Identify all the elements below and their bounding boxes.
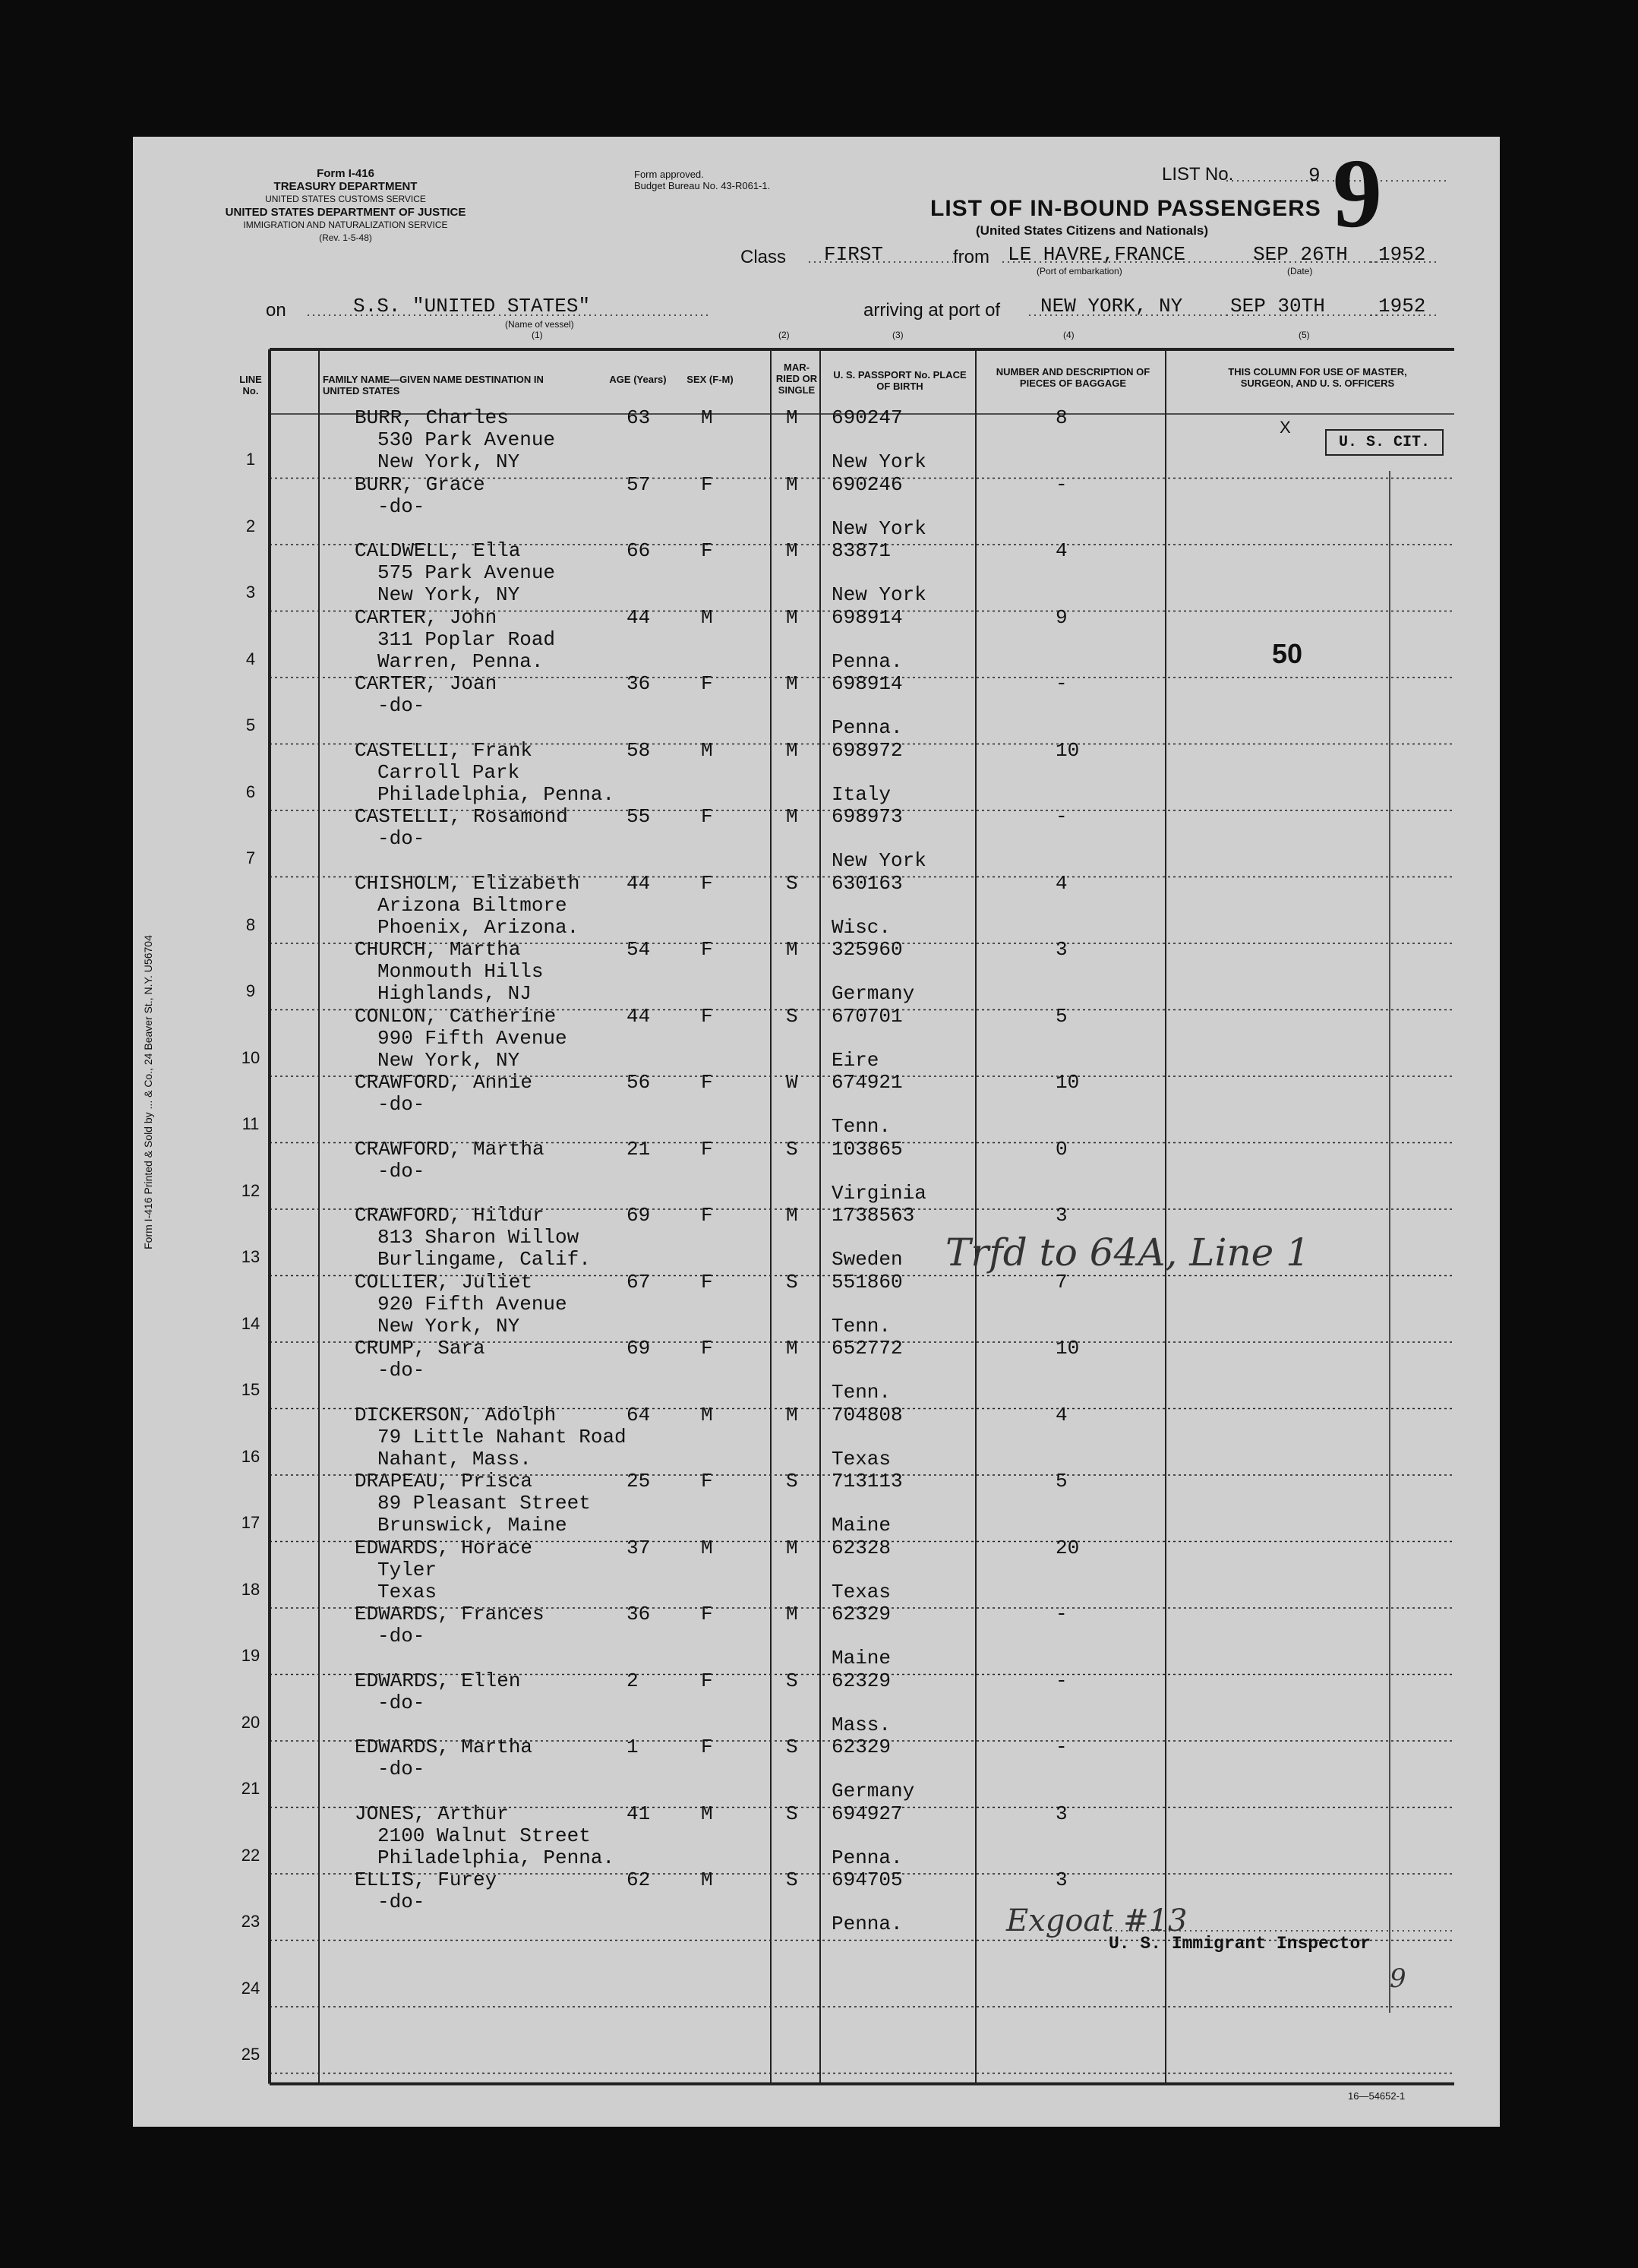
arrival-date: SEP 30TH [1230, 295, 1325, 317]
line-number: 18 [241, 1579, 260, 1599]
marital-status: M [786, 1603, 798, 1625]
passport-number: 698914 [832, 605, 903, 629]
baggage-count: 0 [1056, 1137, 1068, 1161]
destination-line: Texas [377, 1580, 437, 1603]
marital-status: M [786, 406, 798, 429]
baggage-count: 3 [1056, 1204, 1068, 1227]
passport-number: 694927 [832, 1802, 903, 1825]
x-mark: X [1280, 418, 1291, 437]
passenger-age: 36 [626, 672, 651, 695]
passenger-sex: M [701, 1403, 713, 1426]
passenger-age: 44 [626, 871, 651, 895]
destination-line: New York, NY [377, 1314, 520, 1338]
place-of-birth: Italy [832, 782, 892, 806]
destination-line: Philadelphia, Penna. [377, 782, 615, 806]
col-header-married: MAR-RIED OR SINGLE [775, 362, 818, 396]
passenger-name: BURR, Grace [355, 472, 485, 496]
destination-line: Nahant, Mass. [377, 1447, 532, 1470]
place-of-birth: Texas [832, 1580, 892, 1603]
destination-line: 813 Sharon Willow [377, 1226, 579, 1249]
on-label: on [266, 300, 286, 321]
passenger-sex: F [701, 1071, 713, 1094]
passenger-name: CRAWFORD, Annie [355, 1071, 533, 1094]
passenger-sex: F [701, 1137, 713, 1161]
passenger-sex: F [701, 539, 713, 562]
destination-line: 79 Little Nahant Road [377, 1425, 626, 1448]
destination-line: Arizona Biltmore [377, 893, 567, 917]
passenger-age: 44 [626, 1004, 651, 1028]
passenger-sex: F [701, 1004, 713, 1028]
passenger-sex: M [701, 1802, 713, 1825]
passenger-age: 69 [626, 1337, 651, 1360]
passenger-age: 41 [626, 1802, 651, 1825]
place-of-birth: Penna. [832, 716, 903, 739]
page-note: 9 [1390, 1963, 1406, 1994]
passport-number: 83871 [832, 539, 892, 562]
passenger-sex: F [701, 1337, 713, 1360]
place-of-birth: Germany [832, 1780, 915, 1802]
line-number: 6 [245, 782, 256, 801]
marital-status: S [786, 1470, 798, 1493]
col5-ref: (5) [1299, 330, 1310, 340]
passenger-age: 63 [626, 406, 651, 429]
passenger-name: CONLON, Catherine [355, 1004, 557, 1028]
destination-line: -do- [377, 1891, 425, 1913]
destination-line: -do- [377, 1758, 425, 1780]
place-of-birth: Maine [832, 1514, 892, 1537]
passport-number: 630163 [832, 871, 903, 895]
passenger-sex: F [701, 1204, 713, 1227]
agency-block [209, 167, 482, 245]
document-page [133, 137, 1500, 2127]
passenger-age: 54 [626, 938, 651, 961]
line-number: 4 [245, 649, 256, 668]
marital-status: M [786, 1536, 798, 1559]
passenger-name: CHISHOLM, Elizabeth [355, 871, 580, 895]
marital-status: M [786, 938, 798, 961]
passenger-sex: F [701, 1470, 713, 1493]
passport-number: 103865 [832, 1137, 903, 1161]
place-of-birth: Germany [832, 982, 915, 1005]
passport-number: 690247 [832, 406, 903, 429]
destination-line: 920 Fifth Avenue [377, 1292, 567, 1316]
baggage-count: 4 [1056, 1403, 1068, 1426]
passenger-age: 44 [626, 605, 651, 629]
line-number: 25 [241, 2045, 260, 2064]
marital-status: M [786, 1403, 798, 1426]
vessel-caption: (Name of vessel) [505, 319, 574, 330]
passenger-name: EDWARDS, Horace [355, 1536, 533, 1559]
table-grid [133, 137, 1500, 2127]
line-number: 24 [241, 1978, 260, 1998]
passport-number: 698973 [832, 805, 903, 828]
approved-label: Form approved. [634, 169, 704, 180]
destination-line: Burlingame, Calif. [377, 1248, 591, 1271]
destination-line: New York, NY [377, 583, 520, 606]
line-number: 20 [241, 1712, 260, 1732]
line-number: 10 [241, 1047, 260, 1067]
baggage-count: 10 [1056, 1337, 1080, 1360]
revision-label: (Rev. 1-5-48) [319, 232, 372, 243]
line-number: 2 [245, 516, 256, 535]
destination-line: Philadelphia, Penna. [377, 1846, 615, 1869]
col-header-baggage: NUMBER AND DESCRIPTION OF PIECES OF BAGGAGE [996, 366, 1150, 389]
passenger-sex: F [701, 472, 713, 496]
passport-number: 690246 [832, 472, 903, 496]
inspector-signature: Exgoat #13 [1006, 1903, 1188, 1938]
place-of-birth: Wisc. [832, 915, 892, 939]
marital-status: S [786, 1868, 798, 1891]
page-subtitle: (United States Citizens and Nationals) [976, 223, 1209, 238]
place-of-birth: Eire [832, 1048, 879, 1072]
place-of-birth: New York [832, 516, 926, 540]
line-number: 14 [241, 1313, 260, 1333]
budget-label: Budget Bureau No. 43-R061-1. [634, 180, 771, 191]
passenger-name: CALDWELL, Ella [355, 539, 521, 562]
passenger-name: CASTELLI, Frank [355, 738, 533, 762]
passenger-age: 56 [626, 1071, 651, 1094]
destination-line: 311 Poplar Road [377, 627, 556, 651]
destination-line: -do- [377, 827, 425, 850]
passport-number: 670701 [832, 1004, 903, 1028]
line-number: 8 [245, 914, 256, 934]
destination-line: Carroll Park [377, 760, 520, 784]
passenger-age: 36 [626, 1603, 651, 1625]
line-number: 7 [245, 848, 256, 867]
sail-year: 1952 [1378, 243, 1426, 266]
marital-status: M [786, 1337, 798, 1360]
form-number: Form I-416 [317, 167, 374, 180]
passenger-name: DRAPEAU, Prisca [355, 1470, 533, 1493]
side-print [142, 29, 154, 2156]
destination-line: Phoenix, Arizona. [377, 915, 579, 939]
passport-number: 694705 [832, 1868, 903, 1891]
class-label: Class [740, 247, 787, 267]
baggage-count: 10 [1056, 1071, 1080, 1094]
place-of-birth: New York [832, 583, 926, 606]
marital-status: S [786, 871, 798, 895]
line-number: 17 [241, 1513, 260, 1532]
line-number: 23 [241, 1912, 260, 1931]
marital-status: M [786, 738, 798, 762]
passenger-name: ELLIS, Furey [355, 1868, 497, 1891]
transfer-note: Trfd to 64A, Line 1 [945, 1230, 1310, 1275]
passenger-name: CRAWFORD, Martha [355, 1137, 544, 1161]
destination-line: New York, NY [377, 1048, 520, 1072]
col1-ref: (1) [532, 330, 543, 340]
marital-status: M [786, 472, 798, 496]
line-number: 12 [241, 1180, 260, 1200]
place-of-birth: New York [832, 450, 926, 473]
marital-status: M [786, 672, 798, 695]
passenger-name: EDWARDS, Ellen [355, 1669, 521, 1692]
col-header-officers: THIS COLUMN FOR USE OF MASTER, SURGEON, AND U. S. OFFICERS [1228, 366, 1407, 389]
passenger-sex: F [701, 672, 713, 695]
passport-number: 62329 [832, 1736, 892, 1758]
passenger-count: 50 [1272, 638, 1303, 669]
marital-status: M [786, 805, 798, 828]
passport-number: 652772 [832, 1337, 903, 1360]
place-of-birth: Tenn. [832, 1381, 892, 1404]
passenger-age: 58 [626, 738, 651, 762]
passport-number: 674921 [832, 1071, 903, 1094]
passenger-name: CHURCH, Martha [355, 938, 521, 961]
line-number: 22 [241, 1845, 260, 1865]
passenger-age: 25 [626, 1470, 651, 1493]
line-number: 21 [241, 1779, 260, 1798]
place-of-birth: Mass. [832, 1713, 892, 1736]
baggage-count: - [1056, 1669, 1068, 1692]
destination-line: 530 Park Avenue [377, 428, 556, 451]
baggage-count: 3 [1056, 938, 1068, 961]
line-number: 1 [245, 450, 256, 469]
destination-line: Highlands, NJ [377, 982, 532, 1005]
arriving-label: arriving at port of [863, 300, 1001, 321]
passenger-name: CRAWFORD, Hildur [355, 1204, 544, 1227]
line-number: 3 [245, 583, 256, 602]
passenger-sex: F [701, 938, 713, 961]
col4-ref: (4) [1063, 330, 1075, 340]
baggage-count: 20 [1056, 1536, 1080, 1559]
marital-status: M [786, 605, 798, 629]
baggage-count: 8 [1056, 406, 1068, 429]
place-of-birth: New York [832, 849, 926, 872]
passenger-sex: F [701, 1270, 713, 1294]
destination-line: -do- [377, 1625, 425, 1647]
passenger-age: 55 [626, 805, 651, 828]
baggage-count: 10 [1056, 738, 1080, 762]
place-of-birth: Sweden [832, 1248, 903, 1271]
line-number: 15 [241, 1380, 260, 1399]
marital-status: M [786, 1204, 798, 1227]
page-title: LIST OF IN-BOUND PASSENGERS [930, 196, 1321, 221]
passenger-name: DICKERSON, Adolph [355, 1403, 557, 1426]
passenger-sex: F [701, 1669, 713, 1692]
passenger-sex: F [701, 1603, 713, 1625]
passenger-sex: M [701, 605, 713, 629]
marital-status: M [786, 539, 798, 562]
place-of-birth: Penna. [832, 1913, 903, 1935]
baggage-count: - [1056, 1736, 1068, 1758]
passport-number: 713113 [832, 1470, 903, 1493]
baggage-count: 3 [1056, 1868, 1068, 1891]
col-header-passport: U. S. PASSPORT No. PLACE OF BIRTH [833, 369, 967, 392]
line-number: 19 [241, 1646, 260, 1665]
passport-number: 704808 [832, 1403, 903, 1426]
col-header-name: FAMILY NAME—GIVEN NAME DESTINATION IN UNITED STATES [323, 374, 544, 396]
ins-label: IMMIGRATION AND NATURALIZATION SERVICE [243, 220, 448, 230]
passenger-age: 1 [626, 1736, 639, 1758]
passenger-sex: M [701, 738, 713, 762]
destination-line: -do- [377, 494, 425, 518]
col-header-sex: SEX (F-M) [686, 374, 734, 385]
baggage-count: - [1056, 472, 1068, 496]
passenger-sex: F [701, 1736, 713, 1758]
passport-number: 698972 [832, 738, 903, 762]
destination-line: Monmouth Hills [377, 960, 544, 983]
class-value: FIRST [824, 243, 884, 266]
arrival-port: NEW YORK, NY [1040, 295, 1183, 317]
justice-label: UNITED STATES DEPARTMENT OF JUSTICE [225, 206, 466, 219]
passenger-sex: M [701, 406, 713, 429]
vessel-name: S.S. "UNITED STATES" [353, 295, 591, 317]
baggage-count: 5 [1056, 1004, 1068, 1028]
line-number: 16 [241, 1446, 260, 1466]
baggage-count: 7 [1056, 1270, 1068, 1294]
destination-line: Warren, Penna. [377, 649, 544, 673]
passenger-sex: F [701, 871, 713, 895]
passport-number: 62329 [832, 1603, 892, 1625]
passport-number: 698914 [832, 672, 903, 695]
baggage-count: 9 [1056, 605, 1068, 629]
baggage-count: 5 [1056, 1470, 1068, 1493]
footer-code: 16—54652-1 [1348, 2090, 1406, 2102]
col-header-line: LINE No. [239, 374, 262, 396]
passenger-sex: M [701, 1536, 713, 1559]
marital-status: W [786, 1071, 798, 1094]
passenger-age: 67 [626, 1270, 651, 1294]
passenger-name: JONES, Arthur [355, 1802, 509, 1825]
baggage-count: 3 [1056, 1802, 1068, 1825]
sail-date: SEP 26TH [1253, 243, 1348, 266]
marital-status: S [786, 1270, 798, 1294]
passenger-name: COLLIER, Juliet [355, 1270, 533, 1294]
place-of-birth: Tenn. [832, 1314, 892, 1338]
place-of-birth: Tenn. [832, 1115, 892, 1138]
approval-block [634, 169, 770, 191]
inspector-label: U. S. Immigrant Inspector [1109, 1934, 1371, 1954]
line-number: 5 [245, 715, 256, 734]
destination-line: Tyler [377, 1558, 437, 1581]
place-of-birth: Texas [832, 1447, 892, 1470]
passenger-name: CRUMP, Sara [355, 1337, 485, 1360]
baggage-count: - [1056, 672, 1068, 695]
line-number: 11 [241, 1114, 260, 1133]
baggage-count: 4 [1056, 871, 1068, 895]
marital-status: S [786, 1004, 798, 1028]
from-label: from [953, 247, 989, 267]
passport-number: 551860 [832, 1270, 903, 1294]
baggage-count: - [1056, 805, 1068, 828]
passenger-age: 57 [626, 472, 651, 496]
arrival-year: 1952 [1378, 295, 1426, 317]
list-no-label: LIST No. [1162, 164, 1234, 185]
col-header-age: AGE (Years) [609, 374, 667, 385]
destination-line: -do- [377, 694, 425, 717]
passenger-sex: F [701, 805, 713, 828]
passenger-age: 66 [626, 539, 651, 562]
col3-ref: (3) [892, 330, 904, 340]
passport-number: 62329 [832, 1669, 892, 1692]
passenger-name: BURR, Charles [355, 406, 509, 429]
passport-number: 62328 [832, 1536, 892, 1559]
embark-port: LE HAVRE,FRANCE [1008, 243, 1186, 266]
passenger-sex: M [701, 1868, 713, 1891]
line-number: 9 [245, 981, 256, 1000]
baggage-count: - [1056, 1603, 1068, 1625]
destination-line: -do- [377, 1093, 425, 1116]
list-no-stamp: 9 [1333, 139, 1382, 248]
passenger-name: EDWARDS, Frances [355, 1603, 544, 1625]
list-no-value: 9 [1308, 164, 1321, 187]
passenger-name: CARTER, John [355, 605, 497, 629]
passport-number: 1738563 [832, 1204, 915, 1227]
passenger-age: 69 [626, 1204, 651, 1227]
passenger-age: 64 [626, 1403, 651, 1426]
side-print-text: Form I-416 Printed & Sold by ... & Co., 24 Beaver St., N.Y. U56704 [142, 935, 154, 1249]
passenger-name: CARTER, Joan [355, 672, 497, 695]
line-number: 13 [241, 1247, 260, 1266]
destination-line: -do- [377, 1691, 425, 1714]
date-caption: (Date) [1287, 266, 1313, 276]
us-cit-stamp: U. S. CIT. [1325, 429, 1444, 456]
passenger-age: 37 [626, 1536, 651, 1559]
destination-line: 575 Park Avenue [377, 561, 556, 584]
place-of-birth: Penna. [832, 1846, 903, 1869]
destination-line: New York, NY [377, 450, 520, 473]
destination-line: 990 Fifth Avenue [377, 1026, 567, 1050]
passenger-name: EDWARDS, Martha [355, 1736, 533, 1758]
destination-line: 89 Pleasant Street [377, 1492, 591, 1515]
marital-status: S [786, 1802, 798, 1825]
destination-line: -do- [377, 1159, 425, 1183]
place-of-birth: Virginia [832, 1181, 926, 1205]
passenger-age: 2 [626, 1669, 639, 1692]
marital-status: S [786, 1669, 798, 1692]
place-of-birth: Penna. [832, 649, 903, 673]
passport-number: 325960 [832, 938, 903, 961]
marital-status: S [786, 1736, 798, 1758]
baggage-count: 4 [1056, 539, 1068, 562]
col2-ref: (2) [778, 330, 790, 340]
passenger-name: CASTELLI, Rosamond [355, 805, 568, 828]
customs-label: UNITED STATES CUSTOMS SERVICE [265, 194, 426, 204]
destination-line: 2100 Walnut Street [377, 1824, 591, 1847]
embark-port-caption: (Port of embarkation) [1037, 266, 1122, 276]
destination-line: Brunswick, Maine [377, 1514, 567, 1537]
place-of-birth: Maine [832, 1647, 892, 1669]
treasury-label: TREASURY DEPARTMENT [273, 180, 418, 193]
destination-line: -do- [377, 1359, 425, 1382]
marital-status: S [786, 1137, 798, 1161]
passenger-age: 21 [626, 1137, 651, 1161]
passenger-age: 62 [626, 1868, 651, 1891]
